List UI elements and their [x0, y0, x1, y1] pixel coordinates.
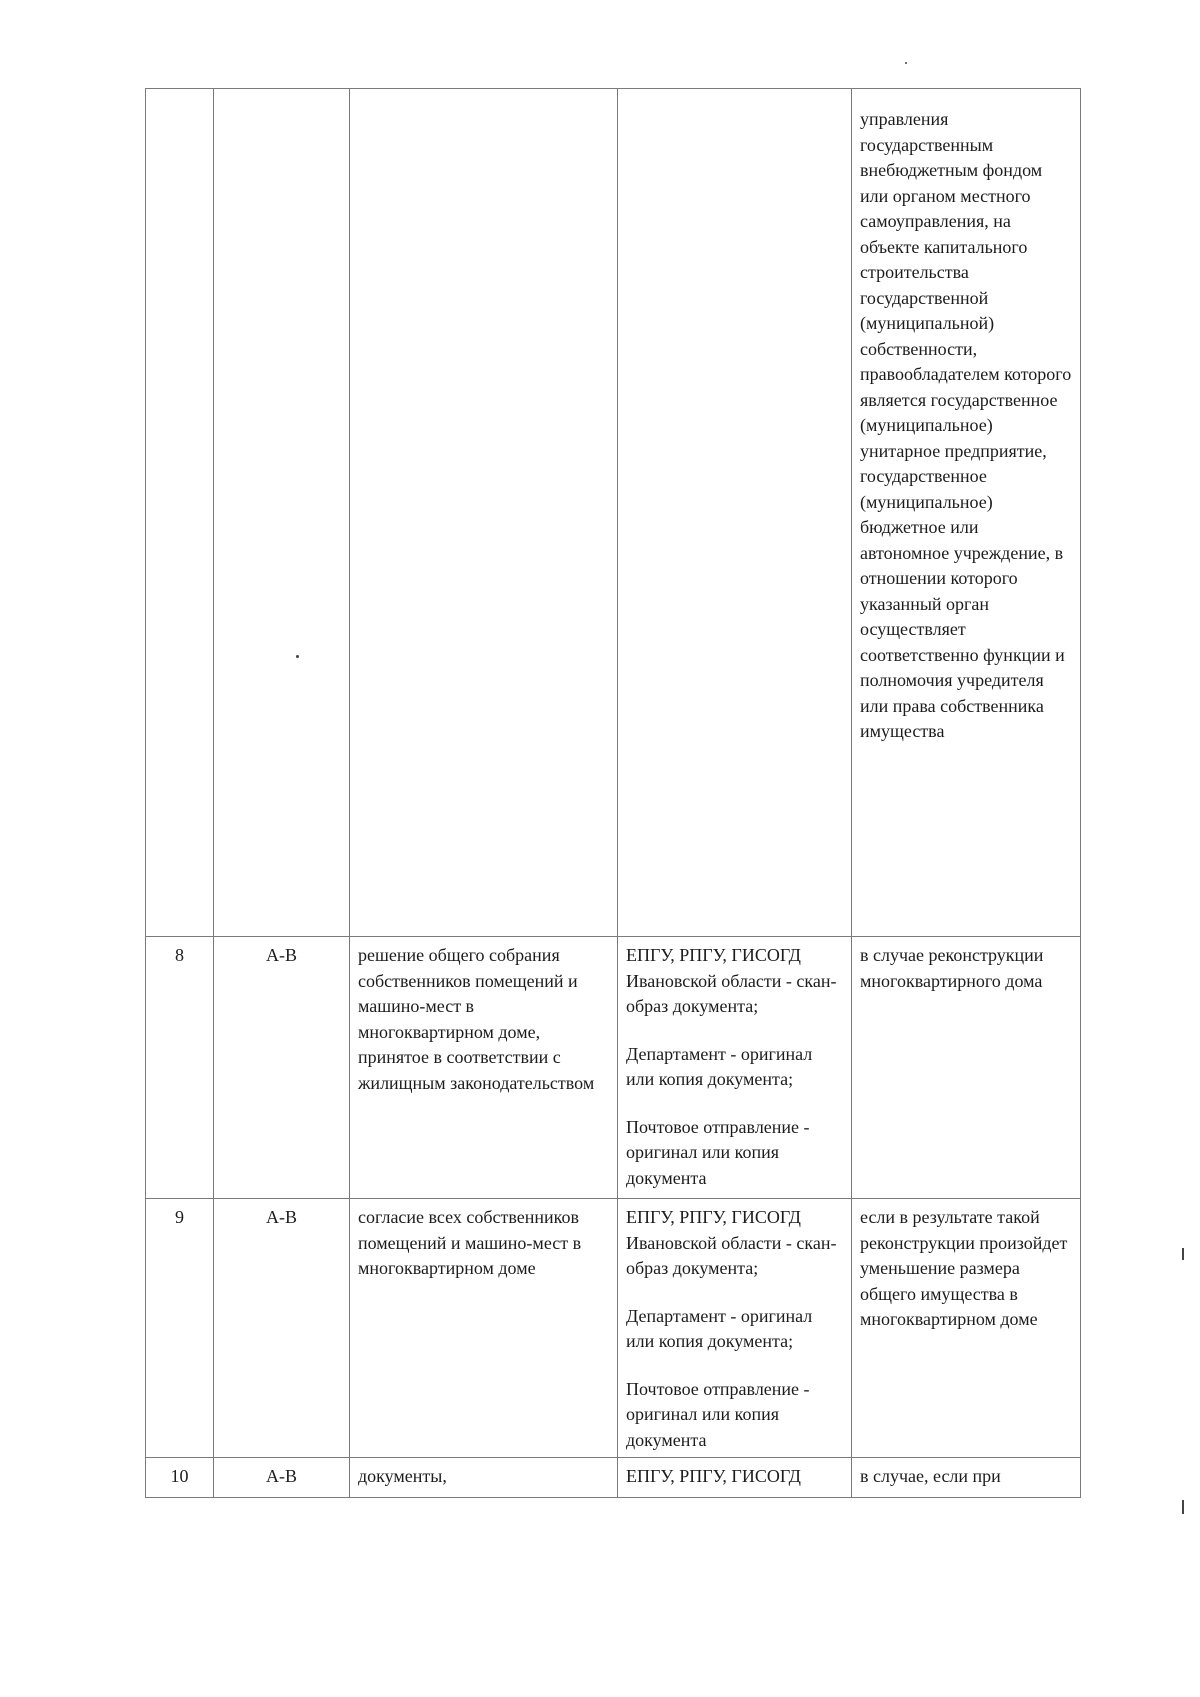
document-name-cell: [350, 89, 618, 937]
submission-source-cell: [618, 89, 852, 937]
source-post: Почтовое отправление - оригинал или копия документа: [626, 1378, 810, 1450]
submission-source-cell: [618, 937, 852, 1199]
source-department: Департамент - оригинал или копия документа;: [626, 1305, 813, 1351]
row-number-cell: [146, 89, 214, 937]
document-name-cell: документы,: [350, 1458, 618, 1498]
source-portal: ЕПГУ, РПГУ, ГИСОГД Ивановской области - скан-образ документа;: [626, 1207, 837, 1278]
table-row: [146, 1199, 1081, 1458]
document-sheet: [145, 88, 1080, 1498]
row-code-cell: [214, 89, 350, 937]
submission-source-cell: [618, 1199, 852, 1458]
source-department: Департамент - оригинал или копия документа;: [626, 1043, 813, 1089]
document-name-cell: согласие всех собственников помещений и машино-мест в многоквартирном доме: [350, 1199, 618, 1458]
source-portal: ЕПГУ, РПГУ, ГИСОГД: [626, 1466, 801, 1486]
row-code-cell: А-В: [214, 1458, 350, 1498]
submission-source-cell: [618, 1458, 852, 1498]
row-code-cell: А-В: [214, 937, 350, 1199]
documents-table: [145, 88, 1081, 1498]
scan-speck: [1182, 1248, 1184, 1260]
condition-cell: если в результате такой реконструкции произойдет уменьшение размера общего имущества в многоквартирном доме: [852, 1199, 1081, 1458]
source-portal: ЕПГУ, РПГУ, ГИСОГД Ивановской области - скан-образ документа;: [626, 945, 837, 1016]
scan-speck: [905, 62, 907, 64]
condition-cell: в случае реконструкции многоквартирного дома: [852, 937, 1081, 1199]
row-number-cell: 10: [146, 1458, 214, 1498]
table-row: [146, 1458, 1081, 1498]
scan-speck: [1182, 1500, 1184, 1514]
source-post: Почтовое отправление - оригинал или копия документа: [626, 1116, 810, 1188]
row-number-cell: 9: [146, 1199, 214, 1458]
table-row: [146, 937, 1081, 1199]
condition-cell: в случае, если при: [852, 1458, 1081, 1498]
document-name-cell: решение общего собрания собственников помещений и машино-мест в многоквартирном доме, принятое в соответствии с жилищным законодательством: [350, 937, 618, 1199]
condition-cell: управления государственным внебюджетным фондом или органом местного самоуправления, на объекте капитального строительства государственной (муниципальной) собственности, правообладателем которого является государственное (муниципальное) унитарное предприятие, государственное (муниципальное) бюджетное или автономное учреждение, в отношении которого указанный орган осуществляет соответственно функции и полномочия учредителя или права собственника имущества: [852, 89, 1081, 937]
row-number-cell: 8: [146, 937, 214, 1199]
table-row: [146, 89, 1081, 937]
scan-speck: [296, 655, 299, 658]
row-code-cell: А-В: [214, 1199, 350, 1458]
